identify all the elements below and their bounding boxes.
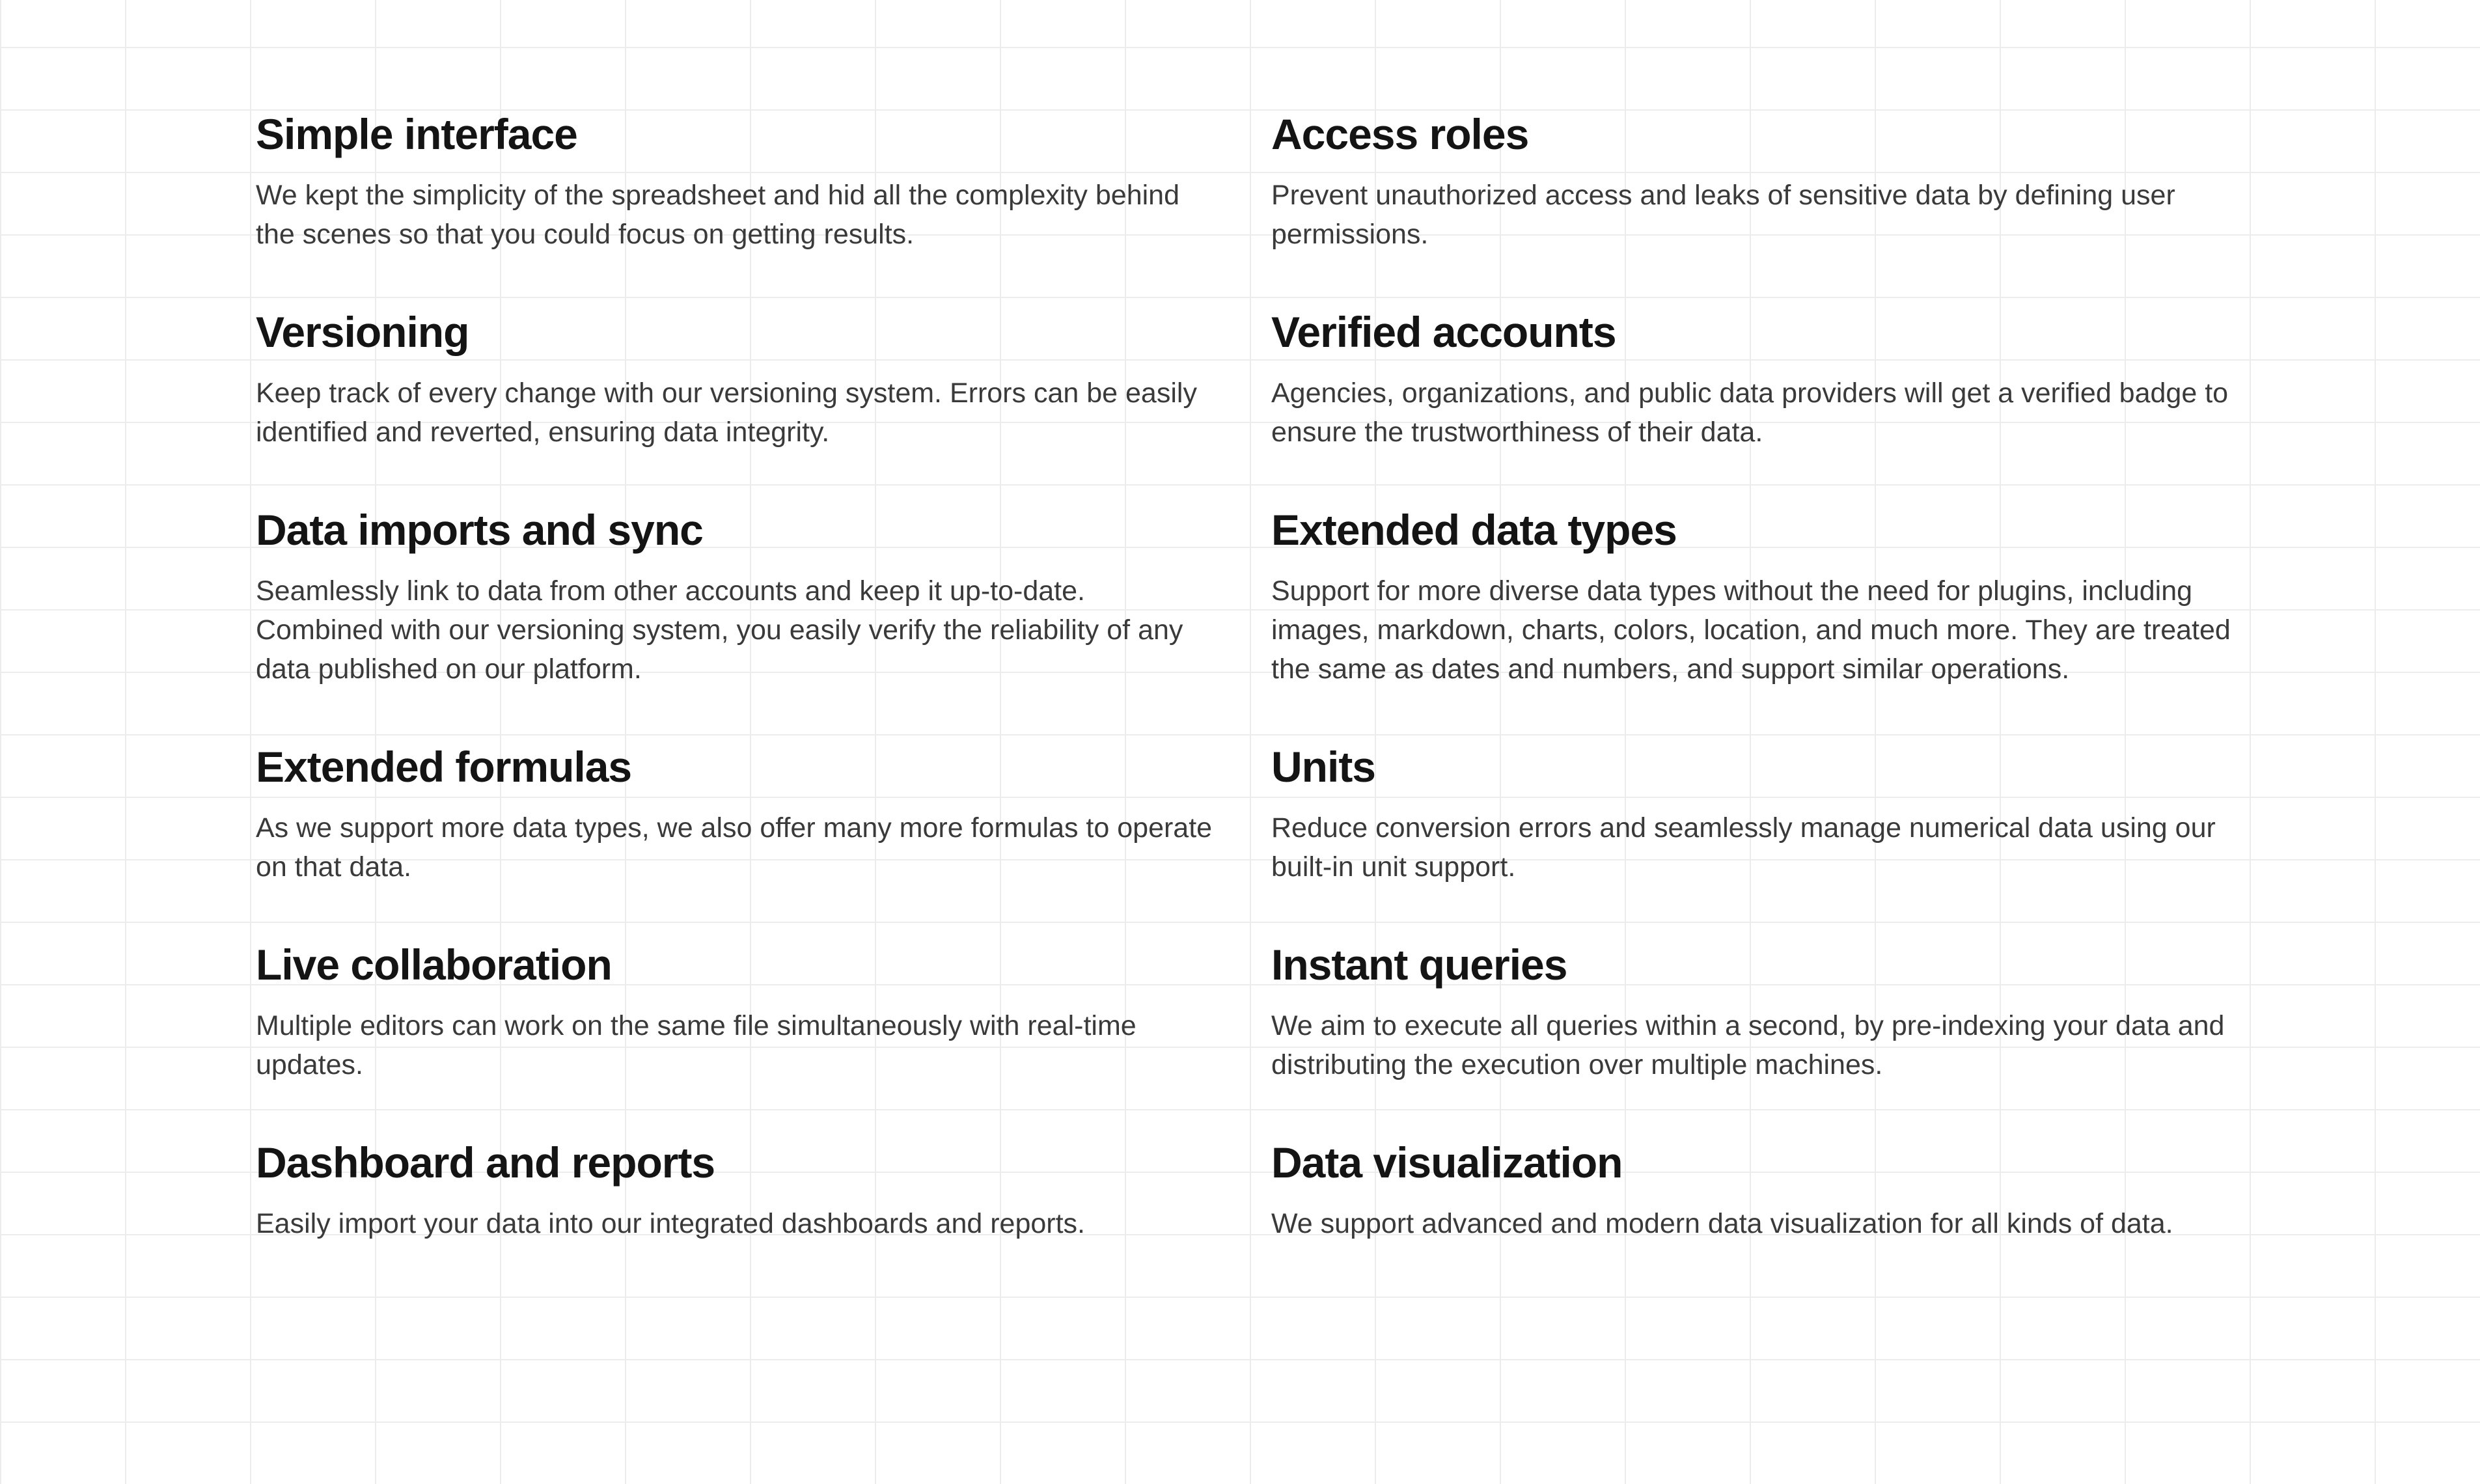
feature-title: Units bbox=[1271, 743, 1375, 791]
feature-extended-data-types bbox=[1271, 505, 2235, 689]
feature-simple-interface bbox=[256, 109, 1219, 254]
feature-title: Extended formulas bbox=[256, 743, 632, 791]
feature-description: Agencies, organizations, and public data providers will get a verified badge to ensure the trustworthiness of their data. bbox=[1271, 378, 2229, 448]
feature-title: Simple interface bbox=[256, 110, 577, 158]
feature-description: Prevent unauthorized access and leaks of sensitive data by defining user permissions. bbox=[1271, 180, 2175, 250]
feature-description: Seamlessly link to data from other accounts and keep it up-to-date. Combined with our versioning system, you easily verify the reliability of any data published on our platform. bbox=[256, 575, 1183, 685]
feature-access-roles bbox=[1271, 109, 2235, 254]
feature-units bbox=[1271, 742, 2235, 886]
feature-description: Support for more diverse data types without the need for plugins, including images, markdown, charts, colors, location, and much more. They are treated the same as dates and numbers, and support similar operations. bbox=[1271, 575, 2231, 685]
feature-title: Data visualization bbox=[1271, 1138, 1623, 1187]
feature-extended-formulas bbox=[256, 742, 1219, 886]
feature-title: Instant queries bbox=[1271, 941, 1567, 989]
feature-data-visualization bbox=[1271, 1138, 2235, 1243]
feature-description: We support advanced and modern data visualization for all kinds of data. bbox=[1271, 1208, 2173, 1239]
feature-title: Extended data types bbox=[1271, 506, 1677, 554]
feature-description: We aim to execute all queries within a second, by pre-indexing your data and distributing the execution over multiple machines. bbox=[1271, 1010, 2225, 1080]
feature-title: Verified accounts bbox=[1271, 308, 1616, 356]
feature-description: We kept the simplicity of the spreadsheet and hid all the complexity behind the scenes so that you could focus on getting results. bbox=[256, 180, 1179, 250]
feature-data-imports-and-sync bbox=[256, 505, 1219, 689]
feature-live-collaboration bbox=[256, 940, 1219, 1084]
features-grid bbox=[256, 109, 2235, 1243]
feature-description: Reduce conversion errors and seamlessly manage numerical data using our built-in unit support. bbox=[1271, 812, 2216, 883]
feature-versioning bbox=[256, 307, 1219, 452]
feature-title: Versioning bbox=[256, 308, 469, 356]
feature-title: Access roles bbox=[1271, 110, 1529, 158]
feature-dashboard-and-reports bbox=[256, 1138, 1219, 1243]
feature-title: Live collaboration bbox=[256, 941, 612, 989]
feature-description: As we support more data types, we also offer many more formulas to operate on that data. bbox=[256, 812, 1213, 883]
feature-verified-accounts bbox=[1271, 307, 2235, 452]
feature-description: Easily import your data into our integrated dashboards and reports. bbox=[256, 1208, 1086, 1239]
feature-title: Data imports and sync bbox=[256, 506, 703, 554]
feature-title: Dashboard and reports bbox=[256, 1138, 715, 1187]
feature-instant-queries bbox=[1271, 940, 2235, 1084]
feature-description: Keep track of every change with our versioning system. Errors can be easily identified and reverted, ensuring data integrity. bbox=[256, 378, 1197, 448]
feature-description: Multiple editors can work on the same file simultaneously with real-time updates. bbox=[256, 1010, 1137, 1080]
